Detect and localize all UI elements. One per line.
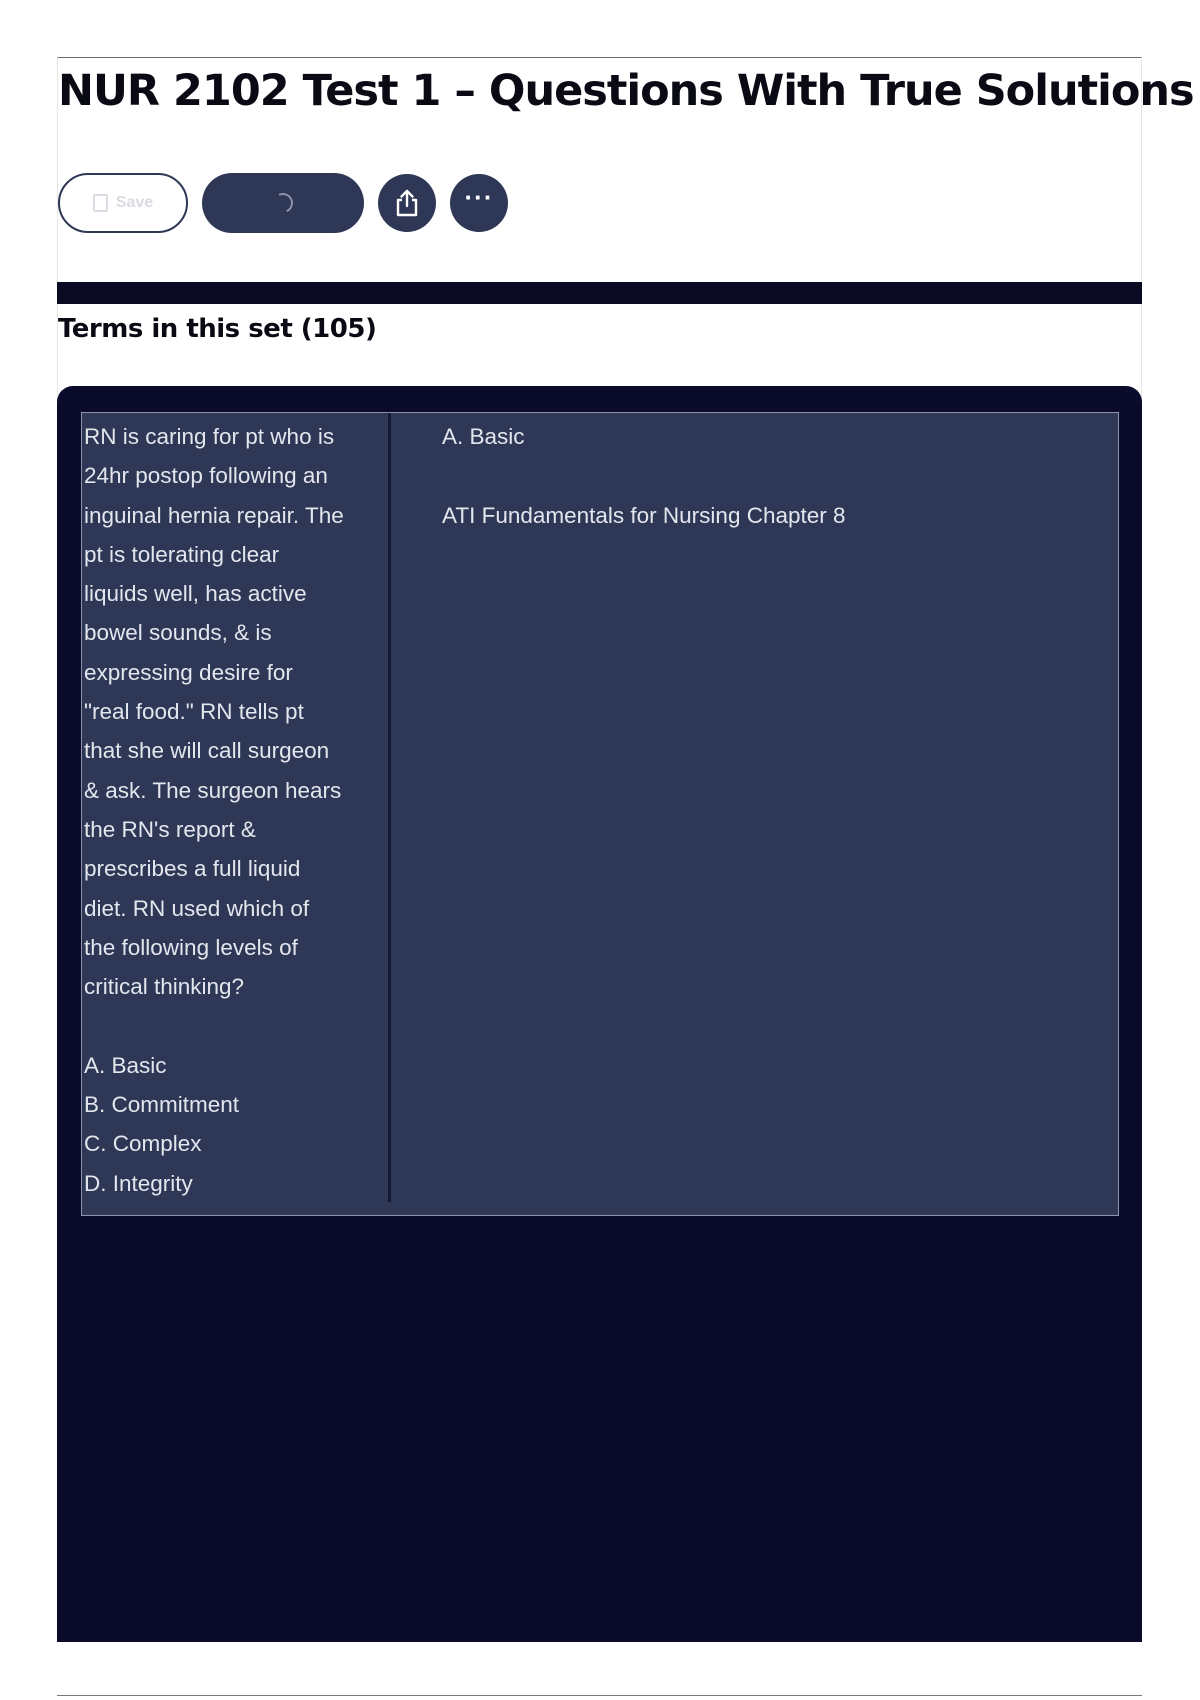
more-options-button[interactable] <box>450 174 508 232</box>
page-title: NUR 2102 Test 1 – Questions With True Solutions <box>58 66 1194 116</box>
share-button[interactable] <box>378 174 436 232</box>
term-card <box>81 412 1119 1216</box>
save-button[interactable] <box>58 173 188 233</box>
more-options-icon: ··· <box>464 182 494 212</box>
share-icon <box>394 188 420 218</box>
spinner-icon <box>270 190 296 216</box>
header-divider <box>57 282 1142 304</box>
bookmark-icon <box>93 194 108 212</box>
study-button[interactable] <box>202 173 364 233</box>
term-column <box>82 413 391 1202</box>
footer-divider <box>57 1695 1142 1696</box>
terms-count-heading: Terms in this set (105) <box>58 314 377 344</box>
definition-text: A. Basic ATI Fundamentals for Nursing Chapter 8 <box>442 424 846 528</box>
save-button-label: Save <box>115 194 154 211</box>
term-text: RN is caring for pt who is 24hr postop following an inguinal hernia repair. The pt is tolerating clear liquids well, has active bowel sounds, & is expressing desire for "real food." RN tells pt that she will call surgeon & ask. The surgeon hears the RN's report & prescribes a full liquid diet. RN used which of the following levels of critical thinking? A. Basic B. Commitment C. Complex D. Integrity <box>84 424 344 1196</box>
